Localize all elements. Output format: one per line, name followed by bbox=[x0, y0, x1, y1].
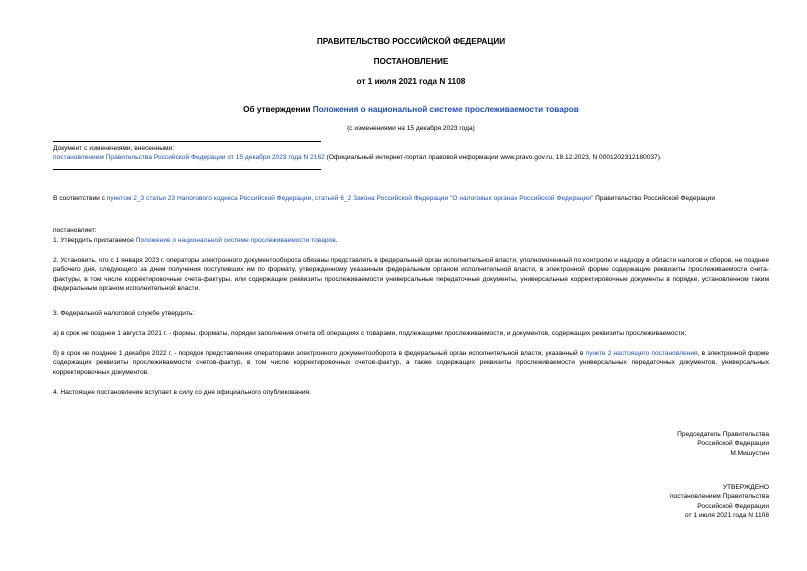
document-date-number: от 1 июля 2021 года N 1108 bbox=[356, 77, 466, 86]
signature-name: М.Мишустин bbox=[730, 449, 769, 457]
clause-2-link[interactable]: пункте 2 настоящего постановления bbox=[585, 350, 698, 357]
title-prefix: Об утверждении bbox=[243, 105, 313, 114]
tax-authorities-law-link[interactable]: статьей 6_2 Закона Российской Федерации "О налоговых органах Российской Федерации" bbox=[314, 195, 594, 202]
document-page bbox=[53, 0, 769, 571]
item-2: 2. Установить, что с 1 января 2023 г. операторы электронного документооборота обязаны представлять в федеральный орган исполнительной власти, уполномоченный по контролю и надзору в области налогов и сборов, не позднее рабочего дня, следующего за днем получения поступивших им по формату, утвержденному указанным федеральным органом исполнительной власти, в электронной форме содержащие реквизиты прослеживаемости счета-фактуры, в том числе корректировочные счета-фактуры, или содержащие реквизиты прослеживаемости универсальные передаточные документы, универсальные корректировочные документы в порядке, установленном таким федеральным органом исполнительной власти. bbox=[53, 257, 769, 293]
approval-block bbox=[573, 483, 769, 520]
signature-block bbox=[573, 430, 769, 458]
amendment-link[interactable]: постановлением Правительства Российской Федерации от 15 декабря 2023 года N 2162 bbox=[53, 154, 325, 162]
amendment-source: (Официальный интернет-портал правовой информации www.pravo.gov.ru, 18.12.2023, N 0001202312180037). bbox=[324, 154, 662, 162]
resolves-line: постановляет: bbox=[53, 227, 97, 234]
document-revision-note: (с изменениями на 15 декабря 2023 года) bbox=[347, 125, 475, 132]
item-3a: а) в срок не позднее 1 августа 2021 г. - формы, форматы, порядки заполнения отчета об операциях с товарами, подлежащими прослеживаемости, и документов, содержащих реквизиты прослеживаемости; bbox=[53, 330, 687, 337]
item-1-text-2: . bbox=[335, 237, 338, 244]
preamble-paragraph bbox=[53, 194, 769, 203]
preamble-text-1: В соответствии с bbox=[53, 195, 107, 202]
item-3b bbox=[53, 349, 769, 377]
document-type-heading: ПОСТАНОВЛЕНИЕ bbox=[373, 57, 449, 66]
item-3b-text-1: б) в срок не позднее 1 декабря 2022 г. - порядок представления операторами электронного документооборота в федеральный орган исполнительной власти, указанный в bbox=[53, 350, 586, 357]
approval-country: Российской Федерации bbox=[697, 502, 769, 510]
signature-position: Председатель Правительства bbox=[677, 431, 769, 438]
item-3: 3. Федеральной налоговой службе утвердить: bbox=[53, 310, 195, 317]
item-1-text-1: 1. Утвердить прилагаемое bbox=[53, 237, 136, 244]
changes-label: Документ с изменениями, внесенными: bbox=[53, 145, 175, 152]
tax-code-link[interactable]: пунктом 2_3 статьи 23 Налогового кодекса Российской Федерации bbox=[106, 195, 312, 202]
changes-block bbox=[53, 144, 769, 163]
title-regulation-link[interactable]: Положения о национальной системе прослеживаемости товаров bbox=[312, 105, 579, 114]
approval-by: постановлением Правительства bbox=[669, 493, 769, 501]
item-3b-text-2: , в электронной форме содержащих реквизиты прослеживаемости счетов-фактур, в том числе корректировочных счетов-фактур, а также содержащих реквизиты прослеживаемости универсальных передаточных документов, универсальных корректировочных документов. bbox=[53, 350, 769, 376]
item-4: 4. Настоящее постановление вступает в силу со дня официального опубликования. bbox=[53, 389, 311, 396]
preamble-text-3: Правительство Российской Федерации bbox=[593, 195, 716, 202]
signature-country: Российской Федерации bbox=[697, 440, 769, 448]
item-1 bbox=[53, 236, 769, 245]
changes-bottom-divider bbox=[53, 169, 321, 170]
preamble-text-2: , bbox=[311, 195, 315, 202]
changes-top-divider bbox=[53, 141, 321, 142]
document-title bbox=[53, 104, 769, 116]
regulation-link[interactable]: Положение о национальной системе прослеживаемости товаров bbox=[135, 237, 336, 244]
approval-status: УТВЕРЖДЕНО bbox=[722, 484, 769, 491]
changes-entry bbox=[53, 153, 769, 162]
approval-date-number: от 1 июля 2021 года N 1108 bbox=[684, 512, 769, 520]
government-heading: ПРАВИТЕЛЬСТВО РОССИЙСКОЙ ФЕДЕРАЦИИ bbox=[316, 37, 506, 46]
